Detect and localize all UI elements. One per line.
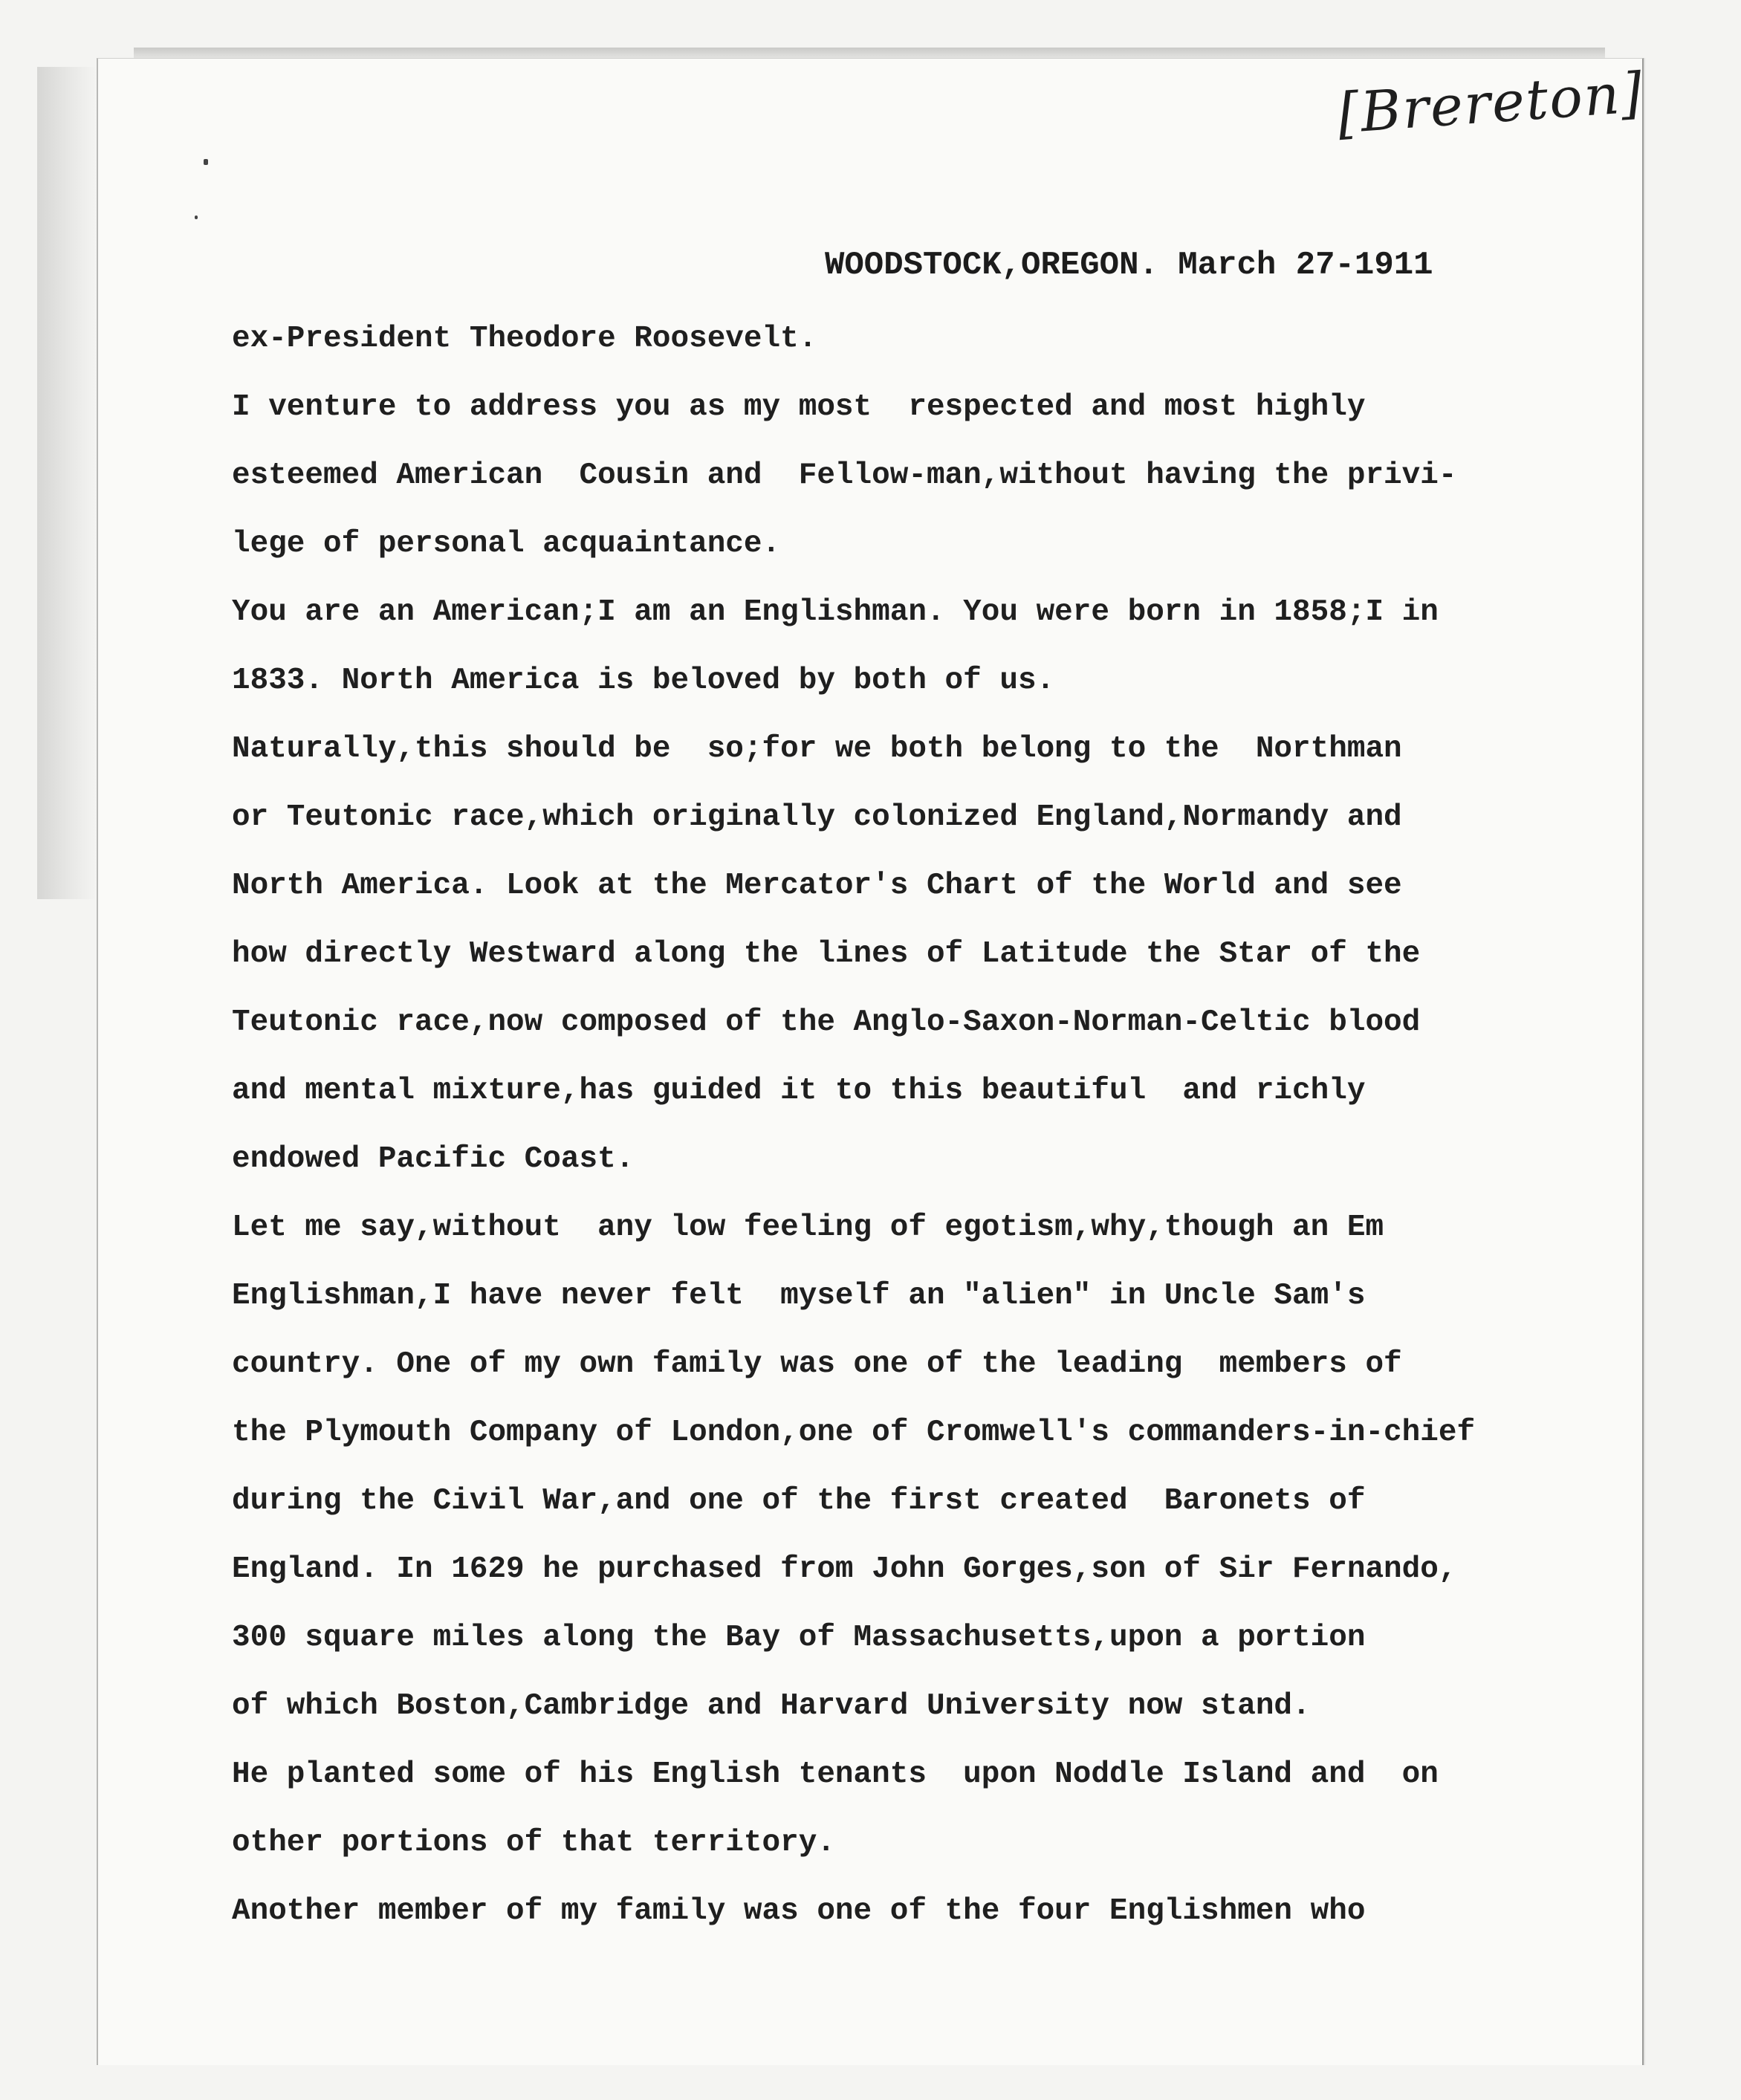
text-line: Let me say,without any low feeling of egotism,why,though an Em — [232, 1211, 1384, 1245]
dateline: WOODSTOCK,OREGON. March 27-1911 — [825, 247, 1433, 284]
text-line: endowed Pacific Coast. — [232, 1142, 635, 1176]
text-line: He planted some of his English tenants upon Noddle Island and on — [232, 1757, 1439, 1792]
text-line: Naturally,this should be so;for we both belong to the Northman — [232, 732, 1402, 766]
text-line: how directly Westward along the lines of Latitude the Star of the — [232, 937, 1421, 971]
text-line: the Plymouth Company of London,one of Cromwell's commanders-in-chief — [232, 1416, 1476, 1450]
text-line: 1833. North America is beloved by both of us. — [232, 664, 1055, 698]
text-line: ex-President Theodore Roosevelt. — [232, 322, 817, 356]
text-line: other portions of that territory. — [232, 1826, 835, 1860]
text-line: of which Boston,Cambridge and Harvard University now stand. — [232, 1689, 1311, 1723]
ink-speck — [204, 159, 208, 165]
text-line: North America. Look at the Mercator's Chart of the World and see — [232, 869, 1402, 903]
text-line: lege of personal acquaintance. — [232, 527, 781, 561]
text-line: 300 square miles along the Bay of Massachusetts,upon a portion — [232, 1621, 1366, 1655]
text-line: I venture to address you as my most respected and most highly — [232, 390, 1366, 424]
letter-body — [232, 305, 1599, 1945]
text-line: Teutonic race,now composed of the Anglo-Saxon-Norman-Celtic blood — [232, 1005, 1421, 1040]
text-line: during the Civil War,and one of the first created Baronets of — [232, 1484, 1366, 1518]
ink-speck — [195, 215, 198, 219]
text-line: England. In 1629 he purchased from John Gorges,son of Sir Fernando, — [232, 1552, 1457, 1587]
text-line: You are an American;I am an Englishman. You were born in 1858;I in — [232, 595, 1439, 629]
handwritten-annotation: [Brereton] — [1335, 60, 1646, 146]
text-line: Another member of my family was one of the four Englishmen who — [232, 1894, 1366, 1928]
text-line: or Teutonic race,which originally colonized England,Normandy and — [232, 800, 1402, 835]
text-line: Englishman,I have never felt myself an "alien" in Uncle Sam's — [232, 1279, 1366, 1313]
text-line: esteemed American Cousin and Fellow-man,without having the privi- — [232, 458, 1457, 493]
page-edge-shadow-left — [37, 67, 97, 899]
text-line: and mental mixture,has guided it to this beautiful and richly — [232, 1074, 1366, 1108]
text-line: country. One of my own family was one of the leading members of — [232, 1347, 1402, 1381]
